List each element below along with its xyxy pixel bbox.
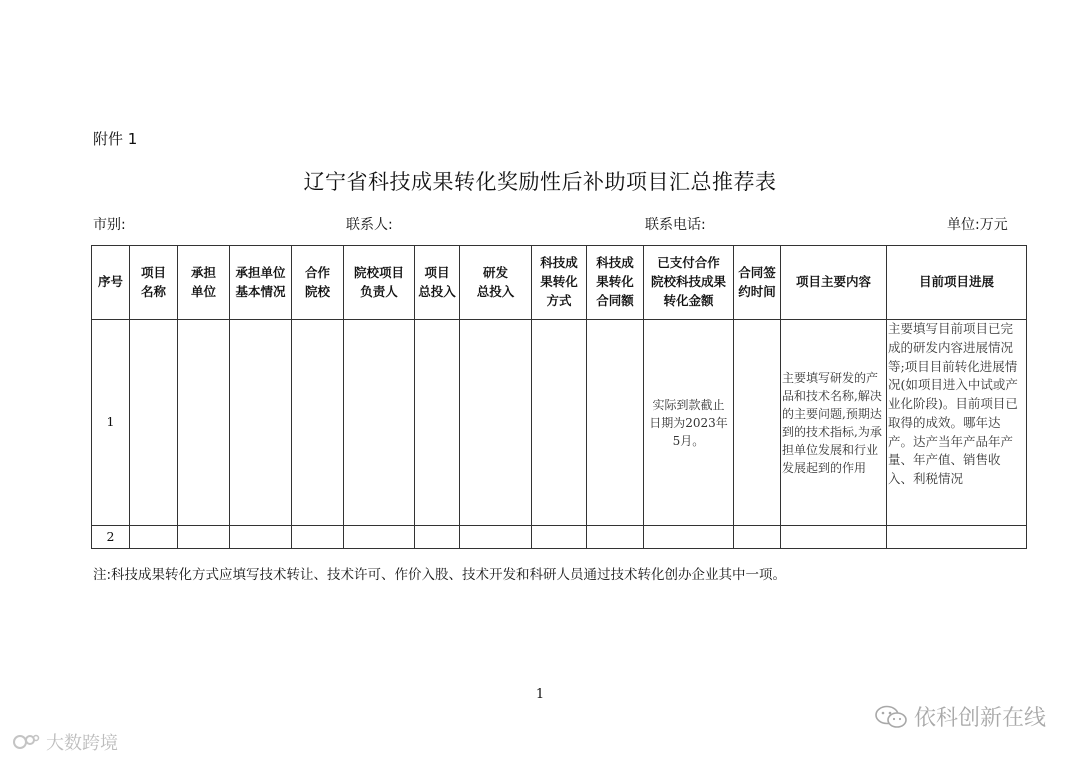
header-line: 院校项目 (353, 264, 404, 280)
header-cell (230, 246, 292, 320)
header-cell (887, 246, 1027, 320)
table-row (92, 320, 1027, 526)
header-line: 基本情况 (235, 283, 286, 299)
header-line: 总投入 (476, 283, 515, 299)
brand-logo-icon (12, 731, 40, 753)
header-line: 方式 (546, 292, 572, 308)
header-line: 科技成 (540, 255, 578, 271)
header-line: 负责人 (360, 283, 398, 299)
cell-project-name (130, 320, 178, 526)
header-cell (178, 246, 230, 320)
watermark-right (874, 701, 1046, 732)
attachment-label: 附件 1 (93, 130, 138, 148)
header-cell (781, 246, 887, 320)
header-line: 科技成 (596, 255, 634, 271)
header-line: 名称 (140, 283, 166, 299)
header-cell (460, 246, 532, 320)
header-line: 合同额 (596, 292, 634, 308)
header-cell (415, 246, 460, 320)
watermark-left-text: 大数跨境 (46, 733, 118, 754)
cell-progress (887, 320, 1027, 526)
footnote: 注:科技成果转化方式应填写技术转让、技术许可、作价入股、技术开发和科研人员通过技术转化创办企业其中一项。 (93, 567, 787, 583)
table-row (92, 526, 1027, 549)
wechat-icon (874, 704, 908, 730)
header-line: 承担单位 (235, 264, 286, 280)
cell-paid-amount (644, 320, 734, 526)
header-cell (130, 246, 178, 320)
header-line: 合同签 (738, 264, 776, 280)
header-line: 目前项目进展 (918, 274, 994, 290)
cell-rd-total (460, 320, 532, 526)
header-cell (644, 246, 734, 320)
header-cell (292, 246, 344, 320)
cell-sign-date (734, 320, 781, 526)
page-title: 辽宁省科技成果转化奖励性后补助项目汇总推荐表 (303, 170, 777, 194)
header-line: 项目主要内容 (795, 274, 871, 290)
summary-table (91, 245, 1027, 549)
row-index: 2 (92, 526, 130, 549)
meta-contact: 联系人: (346, 217, 393, 233)
header-cell (587, 246, 644, 320)
cell-contract-amount (587, 320, 644, 526)
header-line: 果转化 (540, 274, 578, 290)
cell-project-total (415, 320, 460, 526)
cell-undertaker (178, 320, 230, 526)
header-line: 转化金额 (663, 292, 714, 308)
meta-city: 市别: (93, 217, 126, 233)
header-line: 单位 (190, 283, 216, 299)
header-line: 项目 (424, 264, 450, 280)
cell-transfer-method (532, 320, 587, 526)
header-line: 合作 (304, 264, 330, 280)
header-line: 院校 (304, 283, 330, 299)
header-line: 约时间 (738, 283, 776, 299)
header-line: 承担 (190, 264, 216, 280)
watermark-right-text: 依科创新在线 (913, 706, 1046, 731)
watermark-left (12, 729, 118, 755)
page-number: 1 (535, 687, 545, 702)
header-cell (734, 246, 781, 320)
row-index: 1 (92, 320, 130, 526)
progress-note: 主要填写目前项目已完成的研发内容进展情况等;项目目前转化进展情况(如项目进入中试或产业化阶段)。目前项目已取得的成效。哪年达产。达产当年产品年产量、年产值、销售收入、利税情况 (888, 321, 1018, 486)
header-cell (92, 246, 130, 320)
table-header-row (92, 246, 1027, 320)
header-cell (532, 246, 587, 320)
header-line: 院校科技成果 (650, 274, 726, 290)
header-line: 总投入 (418, 283, 456, 299)
cell-college-lead (344, 320, 415, 526)
meta-unit: 单位:万元 (947, 217, 1008, 233)
header-line: 研发 (482, 264, 508, 280)
meta-phone: 联系电话: (645, 217, 706, 233)
content-note: 主要填写研发的产品和技术名称,解决的主要问题,预期达到的技术指标,为承担单位发展和行业发展起到的作用 (782, 370, 882, 475)
header-line: 果转化 (596, 274, 634, 290)
cell-partner-college (292, 320, 344, 526)
header-line: 项目 (140, 264, 166, 280)
header-line: 已支付合作 (657, 255, 720, 271)
cell-main-content (781, 320, 887, 526)
payment-note: 实际到款截止日期为2023年5月。 (649, 397, 728, 448)
cell-undertaker-info (230, 320, 292, 526)
header-cell (344, 246, 415, 320)
header-line: 序号 (97, 274, 123, 290)
